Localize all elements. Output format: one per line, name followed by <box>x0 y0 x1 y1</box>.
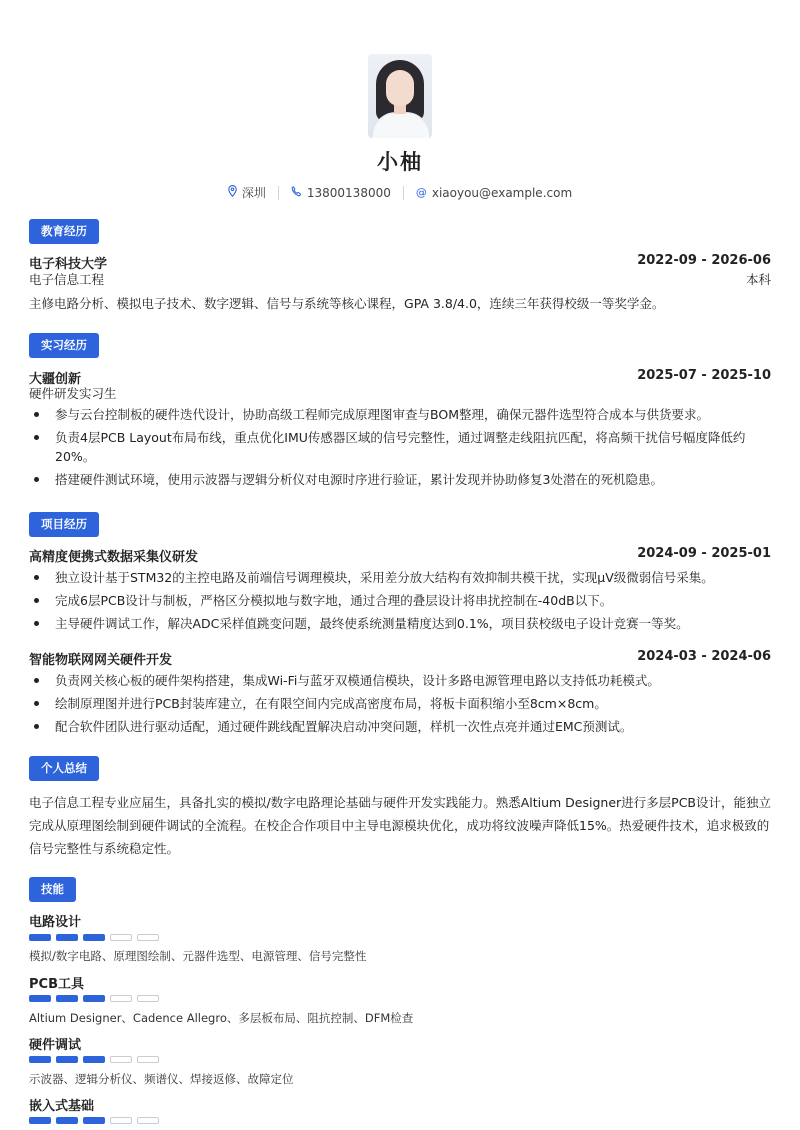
skill-level-bar <box>29 1117 159 1124</box>
project-header <box>29 649 771 668</box>
section-title-summary: 个人总结 <box>29 756 99 781</box>
internship-role: 硬件研发实习生 <box>29 386 117 401</box>
skill-segment-filled <box>56 995 78 1002</box>
divider <box>403 186 404 200</box>
skill-name: 硬件调试 <box>29 1038 82 1053</box>
contact-info <box>0 184 800 201</box>
project-title: 高精度便携式数据采集仪研发 <box>29 550 199 565</box>
skill-description: 模拟/数字电路、原理图绘制、元器件选型、电源管理、信号完整性 <box>29 949 367 963</box>
skill-segment-filled <box>56 1056 78 1063</box>
section-title-internship: 实习经历 <box>29 333 99 358</box>
list-item: 负责网关核心板的硬件架构搭建，集成Wi-Fi与蓝牙双模通信模块，设计多路电源管理电路以支持低功耗模式。 <box>29 671 771 690</box>
candidate-name: 小柚 <box>377 150 423 174</box>
skill-segment-empty <box>137 1056 159 1063</box>
divider <box>278 186 279 200</box>
list-item: 参与云台控制板的硬件迭代设计，协助高级工程师完成原理图审查与BOM整理，确保元器件选型符合成本与供货要求。 <box>29 405 771 424</box>
skill-name: 电路设计 <box>29 915 82 930</box>
list-item: 搭建硬件测试环境，使用示波器与逻辑分析仪对电源时序进行验证，累计发现并协助修复3处潜在的死机隐患。 <box>29 470 771 489</box>
list-item: 配合软件团队进行驱动适配，通过硬件跳线配置解决启动冲突问题，样机一次性点亮并通过EMC预测试。 <box>29 717 771 736</box>
project-bullets <box>29 568 771 637</box>
skill-segment-filled <box>56 934 78 941</box>
skill-segment-filled <box>29 995 51 1002</box>
skill-segment-empty <box>137 995 159 1002</box>
major: 电子信息工程 <box>29 272 105 287</box>
phone-item <box>291 186 391 200</box>
skill-level-bar <box>29 1056 159 1063</box>
list-item: 主导硬件调试工作，解决ADC采样值跳变问题，最终使系统测量精度达到0.1%，项目获校级电子设计竞赛一等奖。 <box>29 614 771 633</box>
location-pin-icon <box>228 185 237 200</box>
education-subheader <box>29 270 771 288</box>
degree: 本科 <box>745 272 771 287</box>
list-item: 完成6层PCB设计与制板，严格区分模拟地与数字地，通过合理的叠层设计将串扰控制在-40dB以下。 <box>29 591 771 610</box>
skill-segment-empty <box>110 1056 132 1063</box>
project-bullets <box>29 671 771 740</box>
skill-segment-filled <box>83 995 105 1002</box>
project-title: 智能物联网网关硬件开发 <box>29 653 173 668</box>
skill-segment-empty <box>110 995 132 1002</box>
list-item: 负责4层PCB Layout布局布线，重点优化IMU传感器区域的信号完整性，通过调整走线阻抗匹配，将高频干扰信号幅度降低约20%。 <box>29 428 771 466</box>
section-title-projects: 项目经历 <box>29 512 99 537</box>
internship-bullets <box>29 405 771 493</box>
company-name: 大疆创新 <box>29 372 82 387</box>
skill-segment-empty <box>110 1117 132 1124</box>
education-description: 主修电路分析、模拟电子技术、数字逻辑、信号与系统等核心课程，GPA 3.8/4.0，连续三年获得校级一等奖学金。 <box>29 296 665 311</box>
section-title-skills: 技能 <box>29 877 76 902</box>
skill-segment-filled <box>83 1056 105 1063</box>
skill-level-bar <box>29 995 159 1002</box>
project-period: 2024-09 - 2025-01 <box>637 546 771 561</box>
email-item <box>416 186 572 200</box>
summary-text: 电子信息工程专业应届生，具备扎实的模拟/数字电路理论基础与硬件开发实践能力。熟悉Altium Designer进行多层PCB设计，能独立完成从原理图绘制到硬件调试的全流程。在校企合作项目中主导电源模块优化，成功将纹波噪声降低15%。热爱硬件技术，追求极致的信号完整性与系统稳定性。 <box>29 795 772 856</box>
phone-icon <box>291 186 302 200</box>
list-item: 独立设计基于STM32的主控电路及前端信号调理模块，采用差分放大结构有效抑制共模干扰，实现μV级微弱信号采集。 <box>29 568 771 587</box>
skill-segment-filled <box>56 1117 78 1124</box>
skill-segment-empty <box>137 934 159 941</box>
project-header <box>29 546 771 565</box>
internship-period: 2025-07 - 2025-10 <box>637 368 771 383</box>
skill-segment-filled <box>83 934 105 941</box>
location-item <box>228 184 266 201</box>
list-item: 绘制原理图并进行PCB封装库建立，在有限空间内完成高密度布局，将板卡面积缩小至8cm×8cm。 <box>29 694 771 713</box>
skill-name: PCB工具 <box>29 977 84 992</box>
skill-segment-filled <box>29 1056 51 1063</box>
phone-text: 13800138000 <box>306 185 391 200</box>
skill-segment-filled <box>29 934 51 941</box>
resume-header <box>0 0 800 201</box>
section-title-education: 教育经历 <box>29 219 99 244</box>
location-text: 深圳 <box>241 186 266 200</box>
skill-segment-empty <box>110 934 132 941</box>
profile-photo <box>368 54 432 138</box>
skill-description: Altium Designer、Cadence Allegro、多层板布局、阻抗控制、DFM检查 <box>29 1011 414 1025</box>
education-period: 2022-09 - 2026-06 <box>637 253 771 268</box>
skill-description: 示波器、逻辑分析仪、频谱仪、焊接返修、故障定位 <box>29 1072 294 1086</box>
skill-name: 嵌入式基础 <box>29 1099 95 1114</box>
skill-level-bar <box>29 934 159 941</box>
email-text[interactable]: xiaoyou@example.com <box>431 185 573 200</box>
skill-segment-empty <box>137 1117 159 1124</box>
school-name: 电子科技大学 <box>29 257 108 272</box>
project-period: 2024-03 - 2024-06 <box>637 649 771 664</box>
skill-segment-filled <box>29 1117 51 1124</box>
at-sign-icon: @ <box>415 186 427 199</box>
skill-segment-filled <box>83 1117 105 1124</box>
